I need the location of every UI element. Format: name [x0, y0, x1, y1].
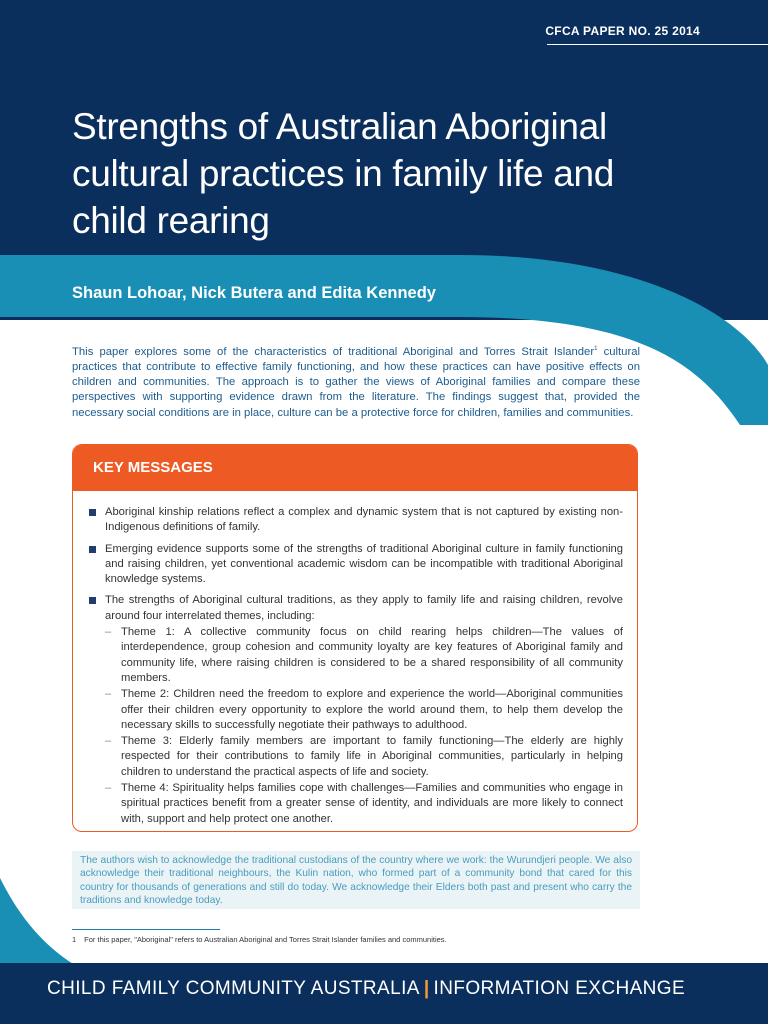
footer-text: [47, 978, 685, 1000]
dash-bullet: –: [105, 688, 112, 701]
paper-number-rule: [547, 44, 768, 45]
square-bullet-icon: [89, 509, 96, 516]
key-message: Aboriginal kinship relations reflect a complex and dynamic system that is not captured by existing non-Indigenous definitions of family.: [89, 505, 623, 536]
paper-number: CFCA PAPER NO. 25 2014: [545, 24, 700, 38]
theme-item: – Theme 4: Spirituality helps families cope with challenges—Families and communities who engage in spiritual practices benefit from a greater sense of identity, and individuals are more likely to connect with, support and help protect one another.: [105, 782, 623, 825]
footer-org-name: CHILD FAMILY COMMUNITY AUSTRALIA: [47, 978, 420, 999]
dash-bullet: –: [105, 782, 112, 795]
left-teal-curve: [0, 878, 80, 968]
acknowledgement-box: The authors wish to acknowledge the traditional custodians of the country where we work: the Wurundjeri people. We also acknowledge their traditional neighbours, the Kulin nation, who formed part of a community bond that cared for this country for thousands of generations and still do today. We acknowledge their Elders both past and present who carry the traditions and knowledge today.: [72, 851, 640, 909]
footnote: 1 For this paper, "Aboriginal" refers to Australian Aboriginal and Torres Strait Islander families and communities.: [72, 935, 447, 944]
key-message: Emerging evidence supports some of the strengths of traditional Aboriginal culture in family functioning and raising children, yet conventional academic wisdom can be incompatible with traditional Aboriginal knowledge systems.: [89, 542, 623, 588]
footer-program-name: INFORMATION EXCHANGE: [433, 978, 686, 999]
key-message: The strengths of Aboriginal cultural traditions, as they apply to family life and raising children, revolve around four interrelated themes, including: – Theme 1: A collective community focus on child rearing helps children—The values of interdependence, group cohesion and community loyalty are key features of Aboriginal family and community life, where raising children is considered to be a shared responsibility of all community members. – Theme 2: Children need the freedom to explore and experience the world—Aboriginal communities offer their children every opportunity to explore the world around them, to help them develop the necessary skills to successfully negotiate their pathways to adulthood. – Theme 3: Elderly family members are important to family functioning—The elderly are highly respected for their contributions to family life in Aboriginal communities, particularly in helping children to understand the practical aspects of life and society. – Theme 4: Spirituality helps families cope with challenges—Families and communities who engage in spiritual practices benefit from a greater sense of identity, and individuals are more likely to connect with, support and help protect one another.: [89, 593, 623, 826]
theme-item: – Theme 1: A collective community focus on child rearing helps children—The values of interdependence, group cohesion and community loyalty are key features of Aboriginal family and community life, where raising children is considered to be a shared responsibility of all community members.: [105, 626, 623, 684]
key-messages-box: [72, 444, 638, 832]
authors: Shaun Lohoar, Nick Butera and Edita Kennedy: [72, 284, 436, 302]
footnote-ref: 1: [594, 346, 598, 352]
abstract: This paper explores some of the characteristics of traditional Aboriginal and Torres Strait Islander$^1$ cultural practices that contribute to effective family functioning, and how these practices can have positive effects on children and communities. The approach is to gather the views of Aboriginal families and compare these perspectives with supporting evidence drawn from the literature. The findings suggest that, provided the necessary social conditions are in place, culture can be a protective force for children, families and communities.: [72, 345, 640, 419]
dash-bullet: –: [105, 626, 112, 639]
theme-item: – Theme 3: Elderly family members are important to family functioning—The elderly are highly respected for their contributions to family life in Aboriginal communities, particularly in helping children to understand the practical aspects of life and society.: [105, 735, 623, 778]
key-messages-heading: KEY MESSAGES: [73, 445, 637, 491]
dash-bullet: –: [105, 735, 112, 748]
square-bullet-icon: [89, 597, 96, 604]
page-title: Strengths of Australian Aboriginal cultural practices in family life and child rearing: [72, 106, 615, 241]
key-messages-list: [73, 491, 637, 827]
theme-list: [105, 625, 623, 827]
theme-item: – Theme 2: Children need the freedom to explore and experience the world—Aboriginal communities offer their children every opportunity to explore the world around them, to help them develop the necessary skills to successfully negotiate their pathways to adulthood.: [105, 688, 623, 731]
footnote-rule: [72, 929, 220, 930]
footer-separator: |: [423, 978, 430, 999]
square-bullet-icon: [89, 546, 96, 553]
